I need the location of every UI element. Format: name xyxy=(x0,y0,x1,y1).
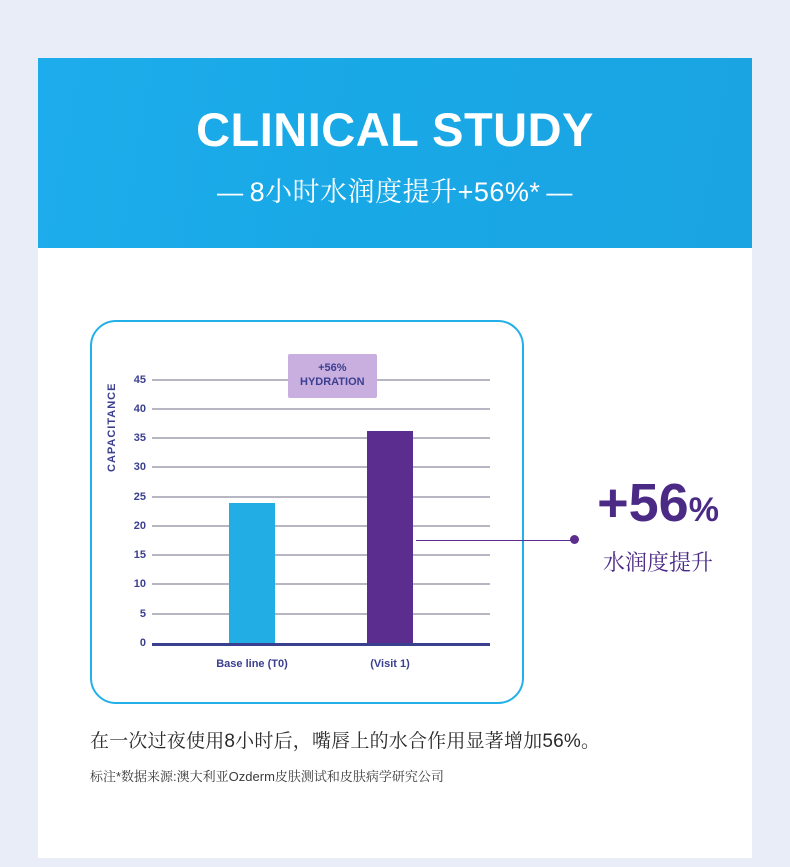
source-footnote: 标注*数据来源:澳大利亚Ozderm皮肤测试和皮肤病学研究公司 xyxy=(90,769,444,784)
x-axis-category-label: Base line (T0) xyxy=(216,658,288,670)
gridline xyxy=(152,408,490,409)
callout-value xyxy=(558,473,758,533)
gridline xyxy=(152,555,490,556)
dash-left-icon: — xyxy=(217,177,244,207)
y-axis-tick-label: 25 xyxy=(133,490,146,503)
chart-card xyxy=(90,320,524,704)
gridline xyxy=(152,584,490,585)
badge-value: +56% xyxy=(318,362,347,374)
y-axis-title: CAPACITANCE xyxy=(106,382,118,472)
callout-percent: % xyxy=(688,491,719,529)
y-axis-tick-label: 30 xyxy=(133,461,146,474)
badge-label: HYDRATION xyxy=(300,375,365,388)
callout-leader-line xyxy=(416,540,576,541)
hydration-callout xyxy=(558,473,758,577)
bar-chart-plot xyxy=(133,362,490,670)
x-axis-line xyxy=(152,643,490,646)
header-banner xyxy=(38,58,752,248)
banner-subtitle xyxy=(38,170,752,209)
y-axis-tick-label: 15 xyxy=(133,549,146,562)
callout-label: 水润度提升 xyxy=(602,550,713,575)
dash-right-icon: — xyxy=(546,177,573,207)
gridline xyxy=(152,467,490,468)
gridline xyxy=(152,613,490,614)
banner-title: CLINICAL STUDY xyxy=(196,103,594,156)
y-axis-tick-label: 5 xyxy=(139,607,146,620)
gridline xyxy=(152,525,490,526)
y-axis-tick-label: 20 xyxy=(133,519,146,532)
bar-baseline xyxy=(229,503,275,643)
gridline xyxy=(152,438,490,439)
y-axis-tick-label: 0 xyxy=(139,637,146,649)
y-axis-tick-label: 35 xyxy=(133,432,146,445)
product-detail-panel xyxy=(38,58,752,858)
y-axis-tick-label: 40 xyxy=(133,402,146,415)
banner-subtitle-text: 8小时水润度提升+56%* xyxy=(249,177,541,207)
x-axis-category-label: (Visit 1) xyxy=(370,658,410,670)
gridline xyxy=(152,496,490,497)
result-caption: 在一次过夜使用8小时后，嘴唇上的水合作用显著增加56%。 xyxy=(90,731,601,752)
y-axis-tick-label: 45 xyxy=(133,373,146,386)
y-axis-tick-label: 10 xyxy=(133,578,146,591)
callout-number: +56 xyxy=(597,473,689,533)
bar-visit1 xyxy=(367,431,413,643)
hydration-badge xyxy=(288,354,377,398)
